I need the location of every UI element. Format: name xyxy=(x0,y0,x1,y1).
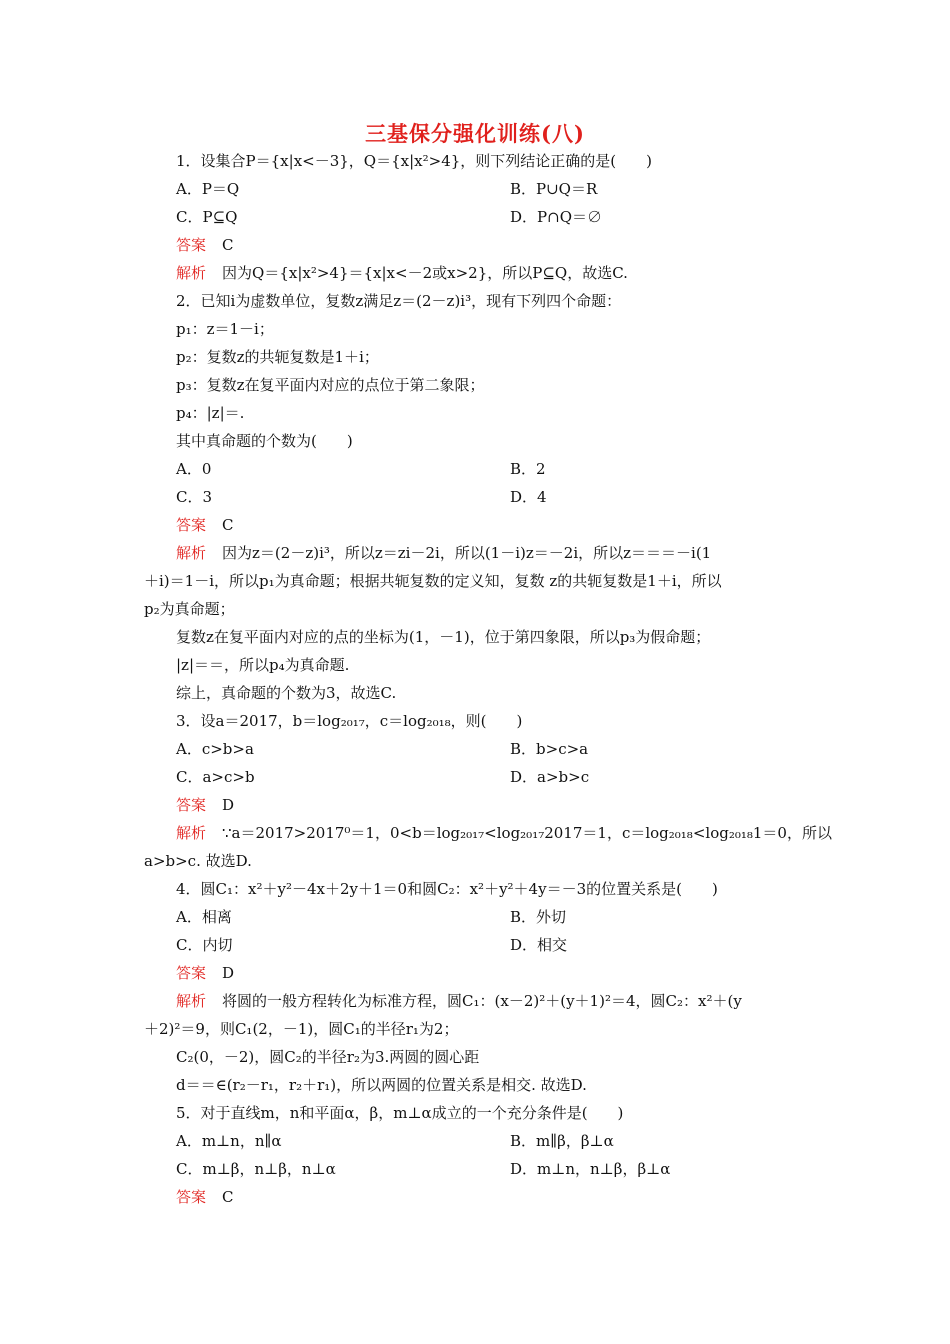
answer-label: 答案 xyxy=(176,1188,207,1206)
answer-label: 答案 xyxy=(176,964,207,982)
question-2-option-a: A．0 xyxy=(176,460,212,478)
question-5-stem: 5．对于直线m，n和平面α，β，m⊥α成立的一个充分条件是( ) xyxy=(176,1104,624,1122)
question-5-option-d: D．m⊥n，n⊥β，β⊥α xyxy=(510,1160,671,1178)
question-4-option-c: C．内切 xyxy=(176,936,233,954)
answer-value: C xyxy=(222,1188,234,1206)
analysis-label: 解析 xyxy=(176,264,207,282)
answer-value: D xyxy=(222,964,235,982)
question-2-analysis-line-6: 综上，真命题的个数为3，故选C. xyxy=(176,684,397,702)
question-3-option-d: D．a>b>c xyxy=(510,768,590,786)
question-4-stem: 4．圆C₁：x²＋y²－4x＋2y＋1＝0和圆C₂：x²＋y²＋4y＝－3的位置关系是( ) xyxy=(176,880,718,898)
question-2-answer xyxy=(176,514,816,536)
page-title: 三基保分强化训练(八) xyxy=(365,121,585,146)
analysis-label: 解析 xyxy=(176,824,207,842)
question-3-analysis-line-1 xyxy=(176,822,832,844)
question-2-proposition-4: p₄：|z|＝. xyxy=(176,404,245,422)
answer-value: C xyxy=(222,236,234,254)
question-2-proposition-3: p₃：复数z在复平面内对应的点位于第二象限； xyxy=(176,376,485,394)
question-5-option-c: C．m⊥β，n⊥β，n⊥α xyxy=(176,1160,336,1178)
question-1-answer xyxy=(176,234,816,256)
question-2-option-c: C．3 xyxy=(176,488,213,506)
answer-label: 答案 xyxy=(176,796,207,814)
question-4-option-b: B．外切 xyxy=(510,908,567,926)
question-1-option-c: C．P⊆Q xyxy=(176,208,238,226)
question-2-option-b: B．2 xyxy=(510,460,546,478)
question-3-analysis-line-2: a>b>c. 故选D. xyxy=(144,852,252,870)
question-3-stem: 3．设a＝2017，b＝log₂₀₁₇，c＝log₂₀₁₈，则( ) xyxy=(176,712,523,730)
analysis-label: 解析 xyxy=(176,544,207,562)
question-3-option-a: A．c>b>a xyxy=(176,740,254,758)
question-2-analysis-line-2: ＋i)＝1－i，所以p₁为真命题；根据共轭复数的定义知，复数 z的共轭复数是1＋i，所以 xyxy=(144,572,722,590)
question-4-option-a: A．相离 xyxy=(176,908,232,926)
question-4-answer xyxy=(176,962,816,984)
question-2-analysis-line-5: |z|＝＝，所以p₄为真命题. xyxy=(176,656,350,674)
question-1-option-d: D．P∩Q＝∅ xyxy=(510,208,602,226)
question-4-analysis-line-1 xyxy=(176,990,816,1012)
answer-value: D xyxy=(222,796,235,814)
question-1-stem: 1．设集合P＝{x|x<－3}，Q＝{x|x²>4}，则下列结论正确的是( ) xyxy=(176,152,652,170)
question-3-option-c: C．a>c>b xyxy=(176,768,255,786)
analysis-label: 解析 xyxy=(176,992,207,1010)
question-1-option-b: B．P∪Q＝R xyxy=(510,180,598,198)
analysis-text: 将圆的一般方程转化为标准方程，圆C₁：(x－2)²＋(y＋1)²＝4，圆C₂：x²＋(y xyxy=(222,992,742,1010)
question-2-ask: 其中真命题的个数为( ) xyxy=(176,432,353,450)
question-4-analysis-line-3: C₂(0，－2)，圆C₂的半径r₂为3.两圆的圆心距 xyxy=(176,1048,480,1066)
question-2-analysis-line-4: 复数z在复平面内对应的点的坐标为(1，－1)，位于第四象限，所以p₃为假命题； xyxy=(176,628,711,646)
question-1-analysis xyxy=(176,262,816,284)
answer-label: 答案 xyxy=(176,236,207,254)
question-3-option-b: B．b>c>a xyxy=(510,740,589,758)
answer-label: 答案 xyxy=(176,516,207,534)
question-2-proposition-2: p₂：复数z的共轭复数是1＋i； xyxy=(176,348,379,366)
question-2-analysis-line-3: p₂为真命题； xyxy=(144,600,235,618)
question-3-answer xyxy=(176,794,816,816)
analysis-text: 因为z＝(2－z)i³，所以z＝zi－2i，所以(1－i)z＝－2i，所以z＝＝＝－i(1 xyxy=(222,544,712,562)
question-1-option-a: A．P＝Q xyxy=(176,180,240,198)
question-2-proposition-1: p₁：z＝1－i； xyxy=(176,320,274,338)
question-5-option-a: A．m⊥n，n∥α xyxy=(176,1132,282,1150)
answer-value: C xyxy=(222,516,234,534)
question-5-option-b: B．m∥β，β⊥α xyxy=(510,1132,614,1150)
question-4-analysis-line-4: d＝＝∈(r₂－r₁，r₂＋r₁)，所以两圆的位置关系是相交. 故选D. xyxy=(176,1076,587,1094)
question-2-option-d: D．4 xyxy=(510,488,547,506)
analysis-text: 因为Q＝{x|x²>4}＝{x|x<－2或x>2}，所以P⊆Q，故选C. xyxy=(222,264,628,282)
question-2-stem: 2．已知i为虚数单位，复数z满足z＝(2－z)i³，现有下列四个命题： xyxy=(176,292,622,310)
question-4-analysis-line-2: ＋2)²＝9，则C₁(2，－1)，圆C₁的半径r₁为2； xyxy=(144,1020,459,1038)
question-5-answer xyxy=(176,1186,816,1208)
analysis-text: ∵a＝2017>2017⁰＝1，0<b＝log₂₀₁₇<log₂₀₁₇2017＝1，c＝log₂₀₁₈<log₂₀₁₈1＝0，所以 xyxy=(222,824,832,842)
question-2-analysis-line-1 xyxy=(176,542,816,564)
question-4-option-d: D．相交 xyxy=(510,936,568,954)
